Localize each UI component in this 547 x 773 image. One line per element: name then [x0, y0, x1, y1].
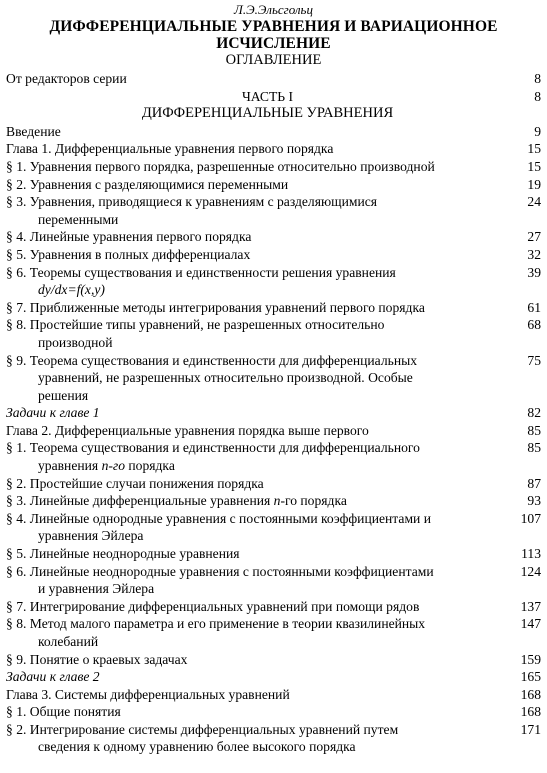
toc-entry-line: уравнения Эйлера [38, 528, 144, 544]
toc-entry-line: производной [38, 334, 113, 350]
toc-entry-ch1-section-4[interactable] [6, 228, 541, 246]
toc-entry-line: § 3. Уравнения, приводящиеся к уравнениям с разделяющимися [6, 194, 378, 210]
toc-page-number: 107 [520, 510, 541, 526]
toc-entry-ch1-section-5[interactable] [6, 246, 541, 264]
toc-entry-chapter-2[interactable] [6, 422, 541, 440]
toc-entry-fragment: порядка [125, 458, 175, 474]
toc-entry-ch2-section-9[interactable] [6, 651, 541, 669]
toc-page-number: 168 [520, 704, 541, 720]
toc-entry-ch1-section-6[interactable] [6, 264, 541, 299]
toc-entry-fragment: уравнения [38, 458, 102, 474]
toc-entry-ch2-section-3[interactable] [6, 492, 541, 510]
toc-entry-line: переменными [38, 211, 119, 227]
toc-entry-ch1-section-3[interactable] [6, 193, 541, 228]
toc-page-number: 168 [520, 686, 541, 702]
toc-entry-fragment: -го порядка [280, 493, 347, 509]
toc-page-number: 15 [527, 141, 541, 157]
toc-page-number: 137 [520, 598, 541, 614]
toc-entry-text: § 1. Уравнения первого порядка, разрешенные относительно производной [6, 158, 435, 174]
toc-entry-ch2-section-1[interactable] [6, 439, 541, 474]
toc-entry-line: и уравнения Эйлера [38, 581, 155, 597]
toc-entry-line [6, 457, 499, 475]
toc-entry-ch1-section-7[interactable] [6, 299, 541, 317]
toc-entry-line: § 6. Линейные неоднородные уравнения с постоянными коэффициентами [6, 563, 434, 579]
author-name: Л.Э.Эльсгольц [234, 2, 313, 17]
toc-entry-ch2-section-8[interactable] [6, 615, 541, 650]
toc-page-number: 8 [534, 71, 541, 86]
toc-entry-text [6, 492, 511, 510]
toc-entry-text: От редакторов серии [6, 71, 127, 86]
toc-entry-text [6, 563, 511, 598]
toc-entry-text: Задачи к главе 1 [6, 405, 100, 421]
book-title-line-1: ДИФФЕРЕНЦИАЛЬНЫЕ УРАВНЕНИЯ И ВАРИАЦИОННОЕ [49, 18, 498, 35]
toc-entry-ch1-section-1[interactable] [6, 158, 541, 176]
toc-entry-text: ЧАСТЬ I [241, 88, 294, 104]
toc-entry-text: Глава 1. Дифференциальные уравнения первого порядка [6, 141, 334, 157]
toc-entry-ch2-section-6[interactable] [6, 563, 541, 598]
toc-page-number: 39 [527, 264, 541, 280]
toc-page-number: 87 [527, 475, 541, 491]
toc-entry-chapter-1[interactable] [6, 140, 541, 158]
toc-entry-text: § 5. Линейные неоднородные уравнения [6, 546, 240, 562]
toc-entry-fragment: n [273, 493, 281, 509]
toc-entry-editors[interactable] [6, 70, 541, 88]
toc-page-number: 124 [520, 563, 541, 579]
toc-entry-text: § 4. Линейные уравнения первого порядка [6, 229, 252, 245]
toc-entry-ch2-section-2[interactable] [6, 475, 541, 493]
toc-entry-text [6, 352, 511, 405]
formula-dy-dx: dy/dx=f(x,y) [38, 282, 105, 298]
toc-entry-text [6, 439, 511, 474]
contents-heading: ОГЛАВЛЕНИЕ [225, 52, 322, 68]
toc-entry-text [6, 193, 511, 228]
toc-page-number: 9 [534, 123, 541, 139]
toc-entry-line: уравнений, не разрешенных относительно производной. Особые [38, 370, 413, 386]
toc-page-number: 147 [520, 616, 541, 632]
toc-entry-line: решения [38, 387, 89, 403]
toc-entry-text [6, 264, 511, 299]
toc-page-number: 171 [520, 721, 541, 737]
toc-entry-fragment: n-го [101, 458, 125, 474]
toc-page-number: 19 [527, 176, 541, 192]
toc-entry-ch1-section-9[interactable] [6, 352, 541, 405]
toc-entry-ch2-tasks[interactable] [6, 668, 541, 686]
toc-entry-line: § 8. Простейшие типы уравнений, не разрешенных относительно [6, 317, 385, 333]
part-title: ДИФФЕРЕНЦИАЛЬНЫЕ УРАВНЕНИЯ [141, 105, 394, 122]
table-of-contents [6, 70, 541, 755]
toc-entry-line: § 2. Интегрирование системы дифференциальных уравнений путем [6, 721, 399, 737]
toc-entry-ch1-tasks[interactable] [6, 404, 541, 422]
toc-page-number: 85 [527, 422, 541, 438]
toc-entry-text: § 5. Уравнения в полных дифференциалах [6, 246, 251, 262]
toc-page-number: 113 [521, 546, 541, 562]
toc-page-number: 32 [527, 246, 541, 262]
toc-entry-ch2-section-5[interactable] [6, 545, 541, 563]
toc-entry-line: § 6. Теоремы существования и единственности решения уравнения [6, 264, 396, 280]
toc-entry-intro[interactable] [6, 123, 541, 141]
toc-entry-text: Глава 2. Дифференциальные уравнения порядка выше первого [6, 422, 369, 438]
toc-entry-text: Задачи к главе 2 [6, 669, 100, 685]
toc-entry-fragment: § 3. Линейные дифференциальные уравнения [6, 493, 274, 509]
toc-entry-text: § 1. Общие понятия [6, 704, 121, 720]
toc-page-number: 68 [527, 317, 541, 333]
toc-entry-text [6, 721, 511, 755]
toc-entry-line: § 4. Линейные однородные уравнения с постоянными коэффициентами и [6, 510, 431, 526]
toc-entry-text: § 2. Уравнения с разделяющимися переменными [6, 176, 289, 192]
toc-entry-ch3-section-1[interactable] [6, 703, 541, 721]
toc-page-number: 82 [527, 405, 541, 421]
toc-page-number: 24 [527, 194, 541, 210]
toc-entry-line: § 8. Метод малого параметра и его применение в теории квазилинейных [6, 616, 426, 632]
toc-entry-line: § 9. Теорема существования и единственности для дифференциальных [6, 352, 418, 368]
book-title-line-2: ИСЧИСЛЕНИЕ [216, 35, 331, 52]
toc-entry-text [6, 615, 511, 650]
toc-entry-ch2-section-4[interactable] [6, 510, 541, 545]
toc-entry-line: § 1. Теорема существования и единственности для дифференциального [6, 440, 420, 456]
toc-page-number: 27 [527, 229, 541, 245]
toc-entry-text [6, 510, 511, 545]
toc-page-number: 165 [520, 669, 541, 685]
toc-entry-text: Глава 3. Системы дифференциальных уравнений [6, 686, 290, 702]
toc-page-number: 8 [534, 88, 541, 104]
toc-entry-text: Введение [6, 123, 61, 139]
toc-entry-ch2-section-7[interactable] [6, 598, 541, 616]
toc-entry-text: § 9. Понятие о краевых задачах [6, 651, 188, 667]
toc-entry-line: сведения к одному уравнению более высокого порядка [38, 738, 356, 754]
toc-entry-text: § 7. Интегрирование дифференциальных уравнений при помощи рядов [6, 598, 420, 614]
toc-entry-ch3-section-2[interactable] [6, 721, 541, 755]
toc-page-number: 159 [520, 651, 541, 667]
toc-entry-text [6, 316, 511, 351]
toc-entry-part-1-title [6, 105, 541, 123]
toc-entry-chapter-3[interactable] [6, 686, 541, 704]
toc-entry-text: § 2. Простейшие случаи понижения порядка [6, 475, 264, 491]
toc-page-number: 93 [527, 493, 541, 509]
toc-entry-ch1-section-2[interactable] [6, 176, 541, 194]
toc-page-number: 15 [527, 158, 541, 174]
toc-entry-text: § 7. Приближенные методы интегрирования уравнений первого порядка [6, 299, 425, 315]
toc-entry-part-1[interactable] [6, 88, 541, 106]
toc-page-number: 85 [527, 440, 541, 456]
toc-page-number: 61 [527, 299, 541, 315]
toc-entry-line: колебаний [38, 634, 99, 649]
toc-entry-ch1-section-8[interactable] [6, 316, 541, 351]
toc-page-number: 75 [527, 352, 541, 368]
